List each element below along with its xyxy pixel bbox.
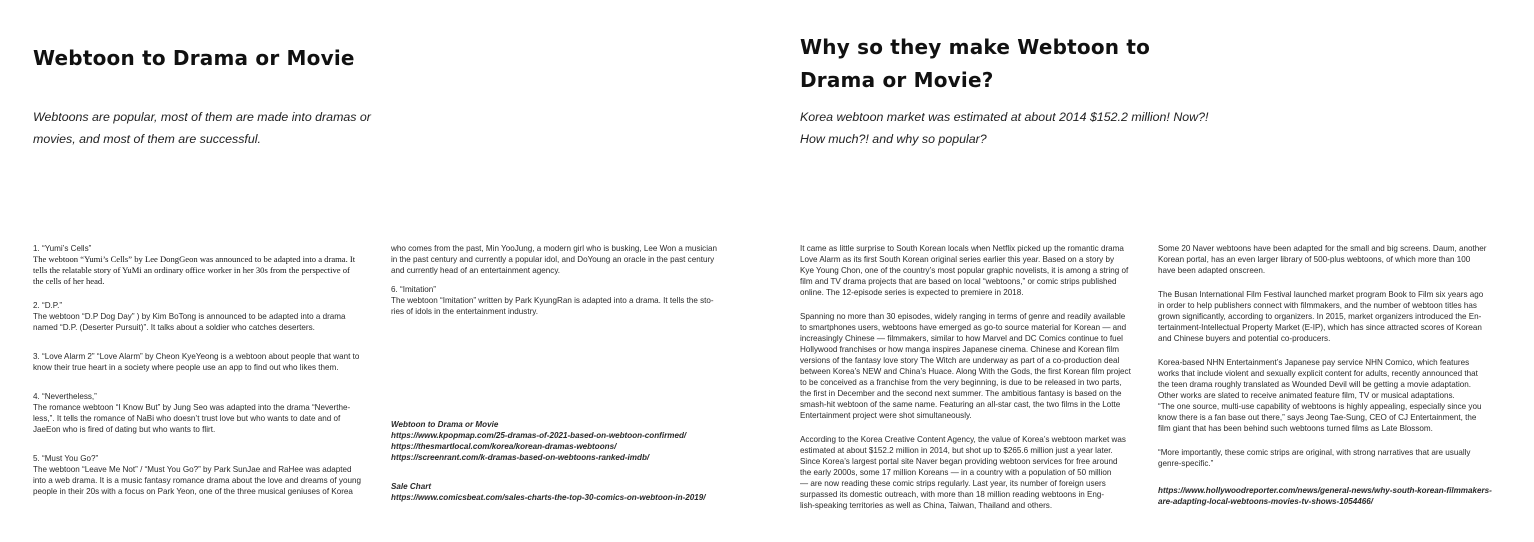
item-2-heading: 2. “D.P.” (33, 301, 63, 310)
item-2-body: The webtoon “D.P Dog Day” ) by Kim BoTong is announced to be adapted into a drama named “D.P. (Deserter Pursuit)”. It talks about a soldier who catches deserters. (33, 312, 346, 332)
reference-link[interactable]: https://screenrant.com/k-dramas-based-on-webtoons-ranked-imdb/ (391, 453, 650, 462)
right-title-line-1: Why so they make Webtoon to (800, 35, 1151, 59)
sale-chart-title: Sale Chart (391, 482, 432, 491)
left-column-2 (391, 243, 736, 317)
item-1-heading: 1. “Yumi’s Cells” (33, 244, 92, 253)
left-references (391, 419, 751, 503)
left-page-subtitle: Webtoons are popular, most of them are made into dramas or movies, and most of them are successful. (33, 110, 371, 146)
reference-link[interactable]: https://www.hollywoodreporter.com/news/general-news/why-south-korean-filmmakers- are-adapting-local-webtoons-movies-tv-shows-1054466/ (1158, 486, 1492, 506)
left-column-1 (33, 243, 378, 497)
article-paragraph: According to the Korea Creative Content Agency, the value of Korea’s webtoon market was estimated at about $152.2 million in 2014, but shot up to $265.6 million just a year later. Since Korea’s largest portal site Naver began providing webtoon services for free around the early 2000s, some 17 million Koreans — in a country with a population of 50 million — are now reading these comic strips regularly. Last year, its number of foreign users surpassed its domestic outreach, with more than 18 million reading webtoons in Eng- lish-speaking territories as well as China, Taiwan, Thailand and others. (800, 435, 1126, 510)
right-reference (1158, 485, 1518, 507)
reference-link[interactable]: https://www.comicsbeat.com/sales-charts-the-top-30-comics-on-webtoon-in-2019/ (391, 493, 706, 502)
item-3-body: 3. “Love Alarm 2” “Love Alarm” by Cheon KyeYeong is a webtoon about people that want to know their true heart in a society where people use an app to find out who likes them. (33, 352, 360, 372)
item-4-heading: 4. “Nevertheless,” (33, 392, 97, 401)
item-6-body: The webtoon “Imitation” written by Park KyungRan is adapted into a drama. It tells the sto- ries of idols in the entertainment industry. (391, 296, 714, 316)
item-1-body: The webtoon “Yumi’s Cells” by Lee DongGeon was announced to be adapted into a drama. It tells the relatable story of YuMi an ordinary office worker in her 30s from the perspective of the cells of her head. (33, 254, 356, 286)
article-paragraph: Some 20 Naver webtoons have been adapted for the small and big screens. Daum, another Korean portal, has an even larger library of 500-plus webtoons, of which more than 100 have been adapted onscreen. (1158, 244, 1487, 275)
right-title-line-2: Drama or Movie? (800, 68, 994, 92)
right-column-1 (800, 243, 1150, 511)
right-page-subtitle: Korea webtoon market was estimated at about 2014 $152.2 million! Now?! How much?! and why so popular? (800, 110, 1209, 146)
article-paragraph: Spanning no more than 30 episodes, widely ranging in terms of genre and readily available to smartphones users, webtoons have emerged as go-to source material for Korean — and increasingly Chinese — filmmakers, similar to how Marvel and DC Comics continue to fuel Hollywood franchises or how manga inspires Japanese cinema. Chinese and Korean film versions of the fantasy love story The Witch are underway as part of a co-production deal between Korea’s NEW and China’s Huace. Along With the Gods, the first Korean film project to be conceived as a franchise from the very beginning, is due to be released in two parts, the first in December and the second next summer. The ambitious fantasy is based on the smash-hit webtoon of the same name. Featuring an all-star cast, the two films in the Lotte Entertainment project were shot simultaneously. (800, 312, 1131, 420)
item-4-body: The romance webtoon “I Know But” by Jung Seo was adapted into the drama “Neverthe- less,”. It tells the romance of NaBi who doesn’t trust love but who wants to date and of JaeEon who is fired of dating but who wants to flirt. (33, 403, 351, 434)
article-paragraph: Korea-based NHN Entertainment’s Japanese pay service NHN Comico, which features works that include violent and sexually explicit content for adults, recently announced that the teen drama roughly translated as Wounded Devil will be getting a movie adaptation. Other works are slated to receive animated feature film, TV or musical adaptations. “The one source, multi-use capability of webtoons is highly appealing, especially since you know there is a fan base out there,” says Jeong Tae-Sung, CEO of CJ Entertainment, the film giant that has been behind such webtoons turned films as Late Blossom. (1158, 358, 1482, 433)
reference-link[interactable]: https://thesmartlocal.com/korea/korean-dramas-webtoons/ (391, 442, 617, 451)
left-page-title: Webtoon to Drama or Movie (33, 46, 355, 70)
right-page-title (800, 31, 1150, 97)
item-5-continued: who comes from the past, Min YooJung, a modern girl who is busking, Lee Won a musician in the past century and currently a popular idol, and DoYoung an oracle in the past century and currently head of an entertainment agency. (391, 244, 718, 275)
references-title: Webtoon to Drama or Movie (391, 420, 499, 429)
item-6-heading: 6. “Imitation” (391, 285, 436, 294)
right-column-2 (1158, 243, 1508, 469)
article-paragraph: It came as little surprise to South Korean locals when Netflix picked up the romantic drama Love Alarm as its first South Korean original series earlier this year. Based on a story by Kye Young Chon, one of the country’s most popular graphic novelists, it is among a string of film and TV drama projects that are based on local “webtoons,” or comic strips published online. The 12-episode series is expected to premiere in 2018. (800, 244, 1129, 297)
article-paragraph: The Busan International Film Festival launched market program Book to Film six years ago in order to help publishers connect with filmmakers, and the number of webtoon titles has grown significantly, according to organizers. In 2015, market organizers introduced the En- tertainment-Intellectual Property Market (E-IP), which has since attracted scores of Korean and Chinese buyers and potential co-producers. (1158, 290, 1484, 343)
item-5-body: The webtoon “Leave Me Not” / “Must You Go?” by Park SunJae and RaHee was adapted into a web drama. It is a music fantasy romance drama about the love and dreams of young people in their 20s with a focus on Park Yeon, one of the three musical geniuses of Korea (33, 465, 361, 496)
article-paragraph: “More importantly, these comic strips are original, with strong narratives that are usually genre-specific.” (1158, 448, 1471, 468)
reference-link[interactable]: https://www.kpopmap.com/25-dramas-of-2021-based-on-webtoon-confirmed/ (391, 431, 687, 440)
item-5-heading: 5. “Must You Go?” (33, 454, 99, 463)
